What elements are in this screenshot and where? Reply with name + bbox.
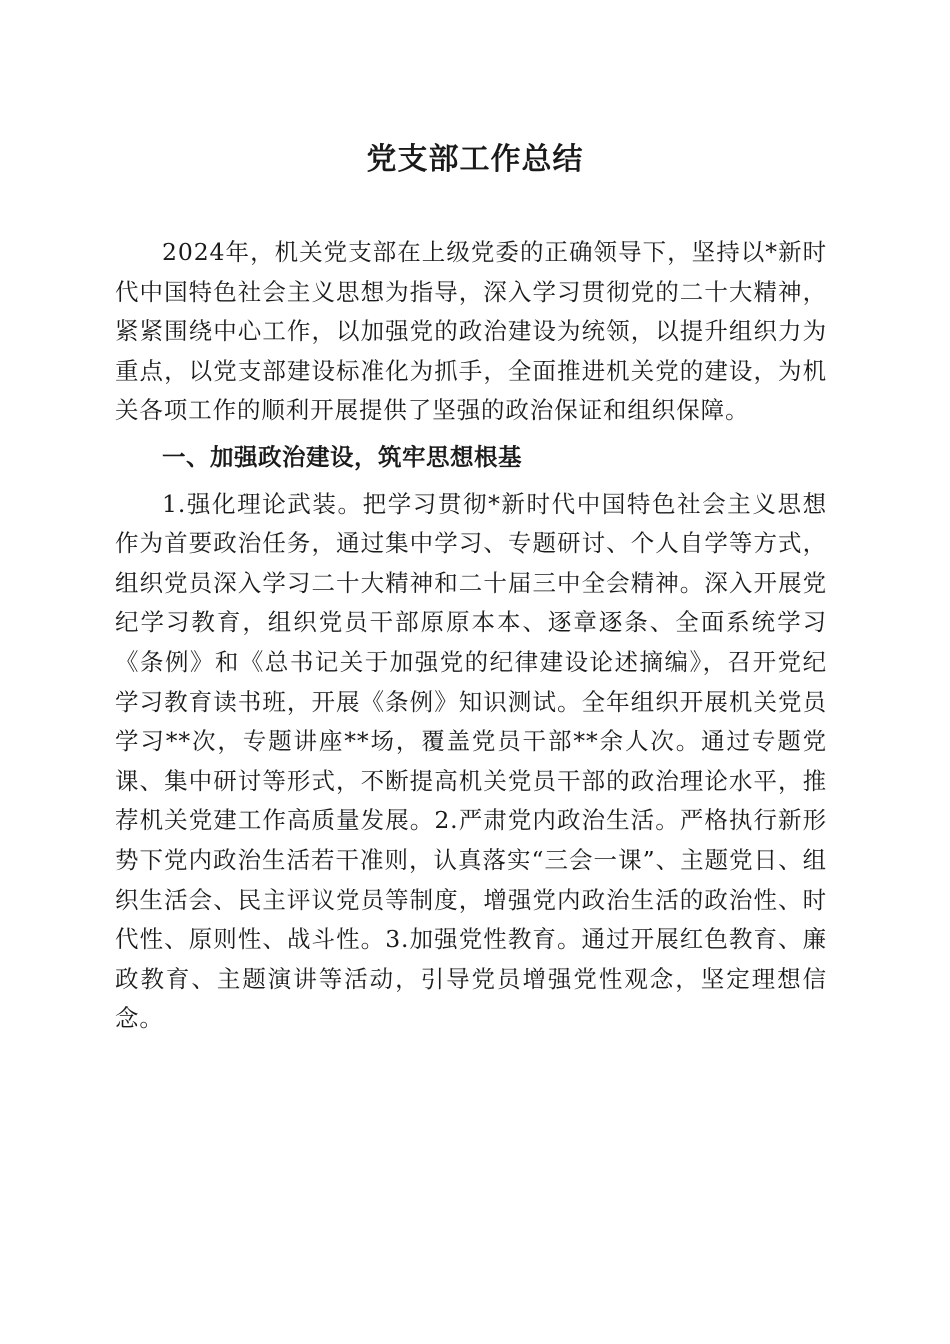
intro-paragraph: 2024年，机关党支部在上级党委的正确领导下，坚持以*新时代中国特色社会主义思想为指导，深入学习贯彻党的二十大精神，紧紧围绕中心工作，以加强党的政治建设为统领，以提升组织力为重点，以党支部建设标准化为抓手，全面推进机关党的建设，为机关各项工作的顺利开展提供了坚强的政治保证和组织保障。 bbox=[115, 238, 827, 425]
document-title: 党支部工作总结 bbox=[366, 142, 584, 177]
document-body bbox=[115, 233, 827, 1039]
section-heading: 一、加强政治建设，筑牢思想根基 bbox=[162, 442, 522, 471]
section-paragraph: 1.强化理论武装。把学习贯彻*新时代中国特色社会主义思想作为首要政治任务，通过集中学习、专题研讨、个人自学等方式，组织党员深入学习二十大精神和二十届三中全会精神。深入开展党纪学习教育，组织党员干部原原本本、逐章逐条、全面系统学习《条例》和《总书记关于加强党的纪律建设论述摘编》，召开党纪学习教育读书班，开展《条例》知识测试。全年组织开展机关党员学习**次，专题讲座**场，覆盖党员干部**余人次。通过专题党课、集中研讨等形式，不断提高机关党员干部的政治理论水平，推荐机关党建工作高质量发展。2.严肃党内政治生活。严格执行新形势下党内政治生活若干准则，认真落实“三会一课”、主题党日、组织生活会、民主评议党员等制度，增强党内政治生活的政治性、时代性、原则性、战斗性。3.加强党性教育。通过开展红色教育、廉政教育、主题演讲等活动，引导党员增强党性观念，坚定理想信念。 bbox=[115, 489, 827, 1033]
